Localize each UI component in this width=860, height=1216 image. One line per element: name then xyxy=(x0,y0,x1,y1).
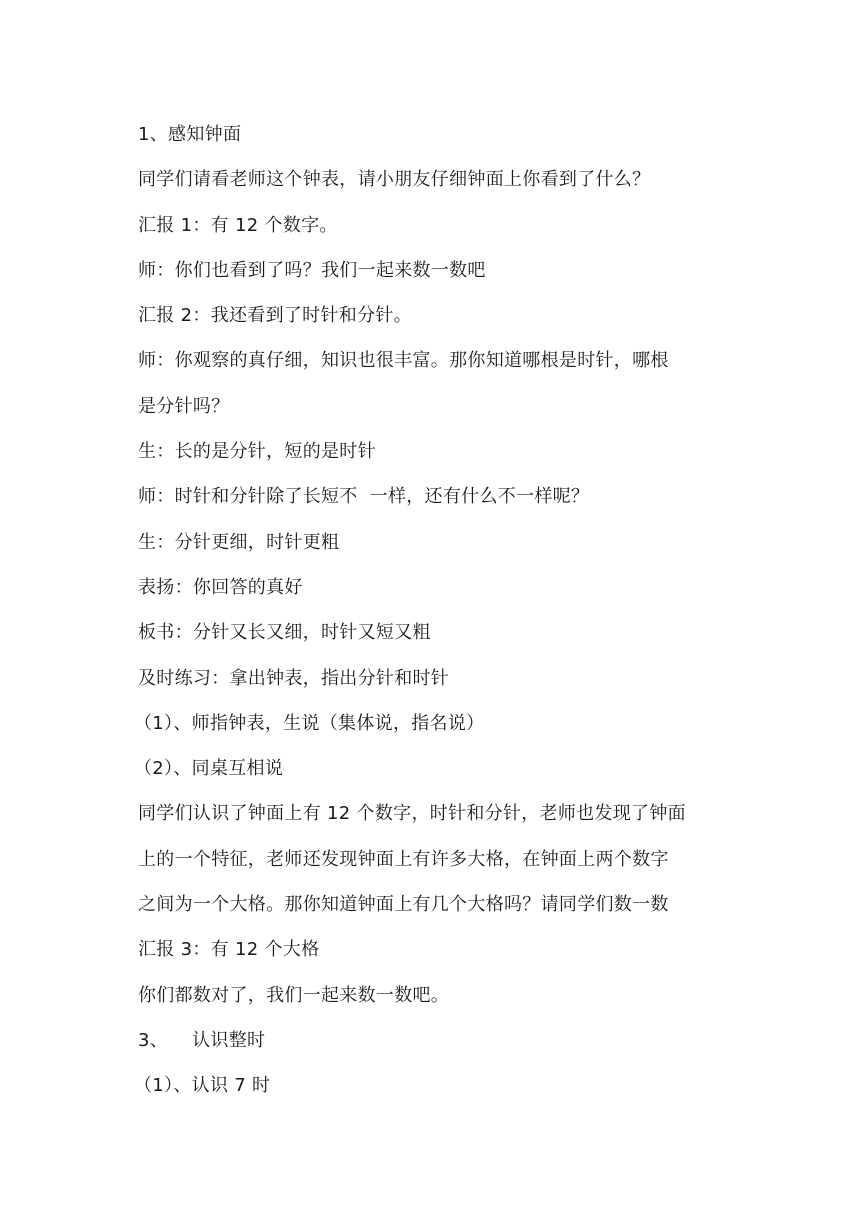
document-body xyxy=(134,112,738,1109)
paragraph-line: 师：你们也看到了吗？我们一起来数一数吧 xyxy=(138,259,486,281)
list-item: （2）、同桌互相说 xyxy=(134,758,284,780)
list-item: （1）、认识 7 时 xyxy=(134,1075,271,1097)
section-heading-recognize-whole-hours: 3、 认识整时 xyxy=(138,1029,266,1051)
paragraph-line: 汇报 3：有 12 个大格 xyxy=(138,939,320,961)
paragraph-line: 板书：分针又长又细，时针又短又粗 xyxy=(138,622,431,644)
paragraph-line: 上的一个特征，老师还发现钟面上有许多大格，在钟面上两个数字 xyxy=(138,848,669,870)
paragraph-line: 是分针吗？ xyxy=(138,395,230,417)
paragraph-line: 你们都数对了，我们一起来数一数吧。 xyxy=(138,984,450,1006)
paragraph-line: 之间为一个大格。那你知道钟面上有几个大格吗？请同学们数一数 xyxy=(138,894,669,916)
paragraph-line: 生：分针更细，时针更粗 xyxy=(138,531,340,553)
section-heading-perceive-clock-face: 1、感知钟面 xyxy=(138,124,242,145)
paragraph-line: 同学们认识了钟面上有 12 个数字，时针和分针，老师也发现了钟面 xyxy=(138,803,686,825)
paragraph-line: 师：时针和分针除了长短不 一样，还有什么不一样呢？ xyxy=(138,486,590,508)
paragraph-line: 生：长的是分针，短的是时针 xyxy=(138,441,376,463)
paragraph-line: 同学们请看老师这个钟表，请小朋友仔细钟面上你看到了什么？ xyxy=(138,169,651,191)
list-item: （1）、师指钟表，生说（集体说，指名说） xyxy=(134,712,485,734)
paragraph-line: 汇报 1：有 12 个数字。 xyxy=(138,214,338,236)
paragraph-line: 表扬：你回答的真好 xyxy=(138,576,303,598)
paragraph-line: 汇报 2：我还看到了时针和分针。 xyxy=(138,305,412,327)
paragraph-line: 师：你观察的真仔细，知识也很丰富。那你知道哪根是时针，哪根 xyxy=(138,350,669,372)
paragraph-line: 及时练习：拿出钟表，指出分针和时针 xyxy=(138,667,450,689)
